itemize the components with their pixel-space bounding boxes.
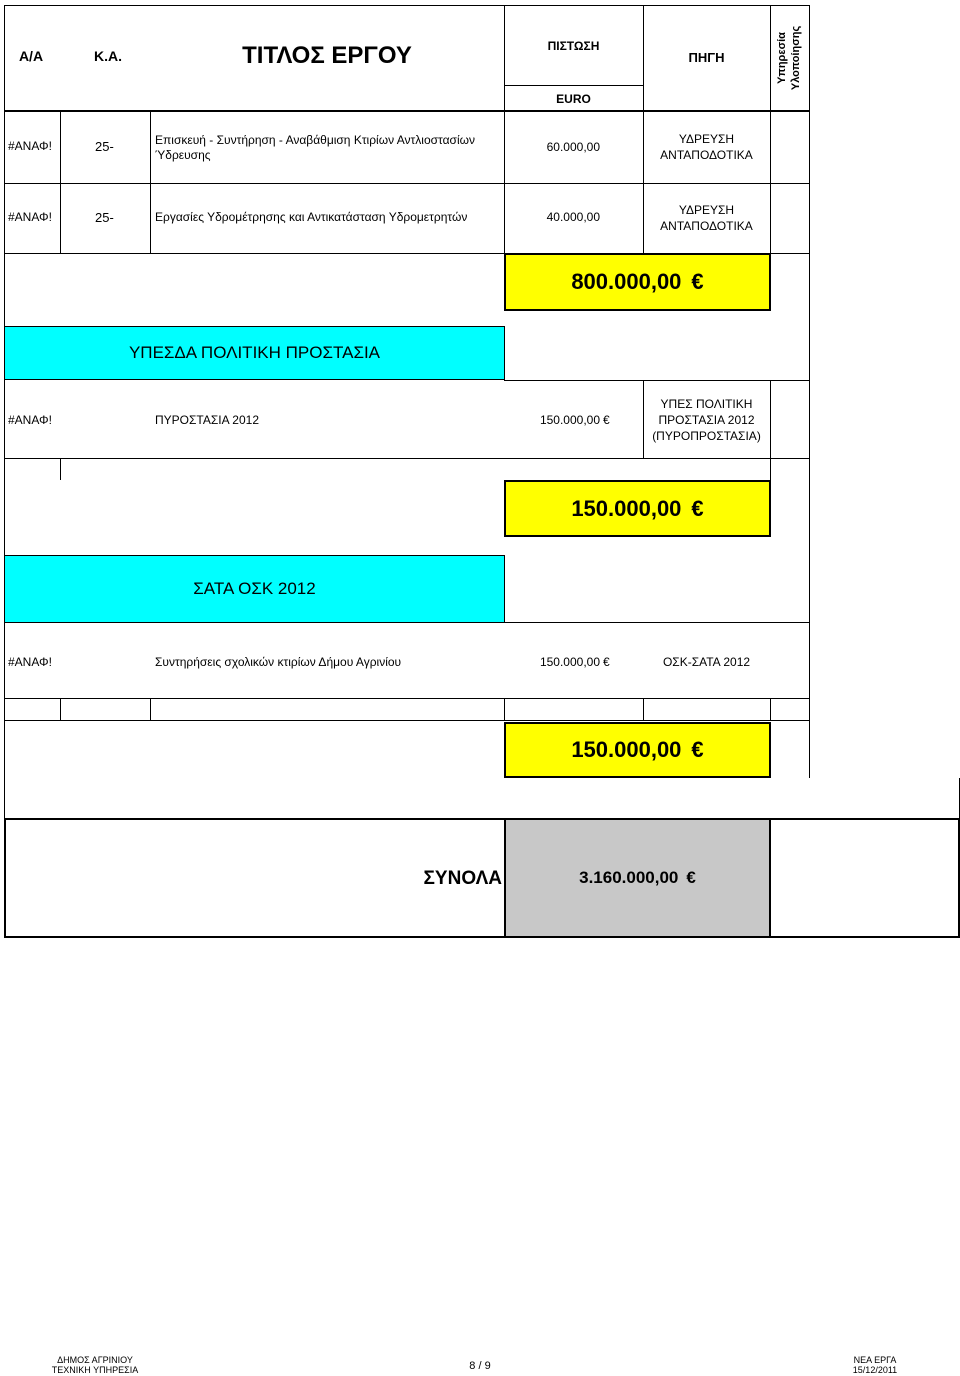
- row-source-line1: ΥΔΡΕΥΣΗ: [678, 203, 735, 217]
- euro-symbol: €: [603, 413, 610, 427]
- row-source-line2: ΑΝΤΑΠΟΔΟΤΙΚΑ: [660, 219, 753, 233]
- row-aa: #ΑΝΑΦ!: [8, 139, 52, 153]
- row-source-line2: ΠΡΟΣΤΑΣΙΑ 2012: [658, 413, 755, 427]
- row-amount: 60.000,00: [546, 140, 600, 154]
- row-amount: 150.000,00: [539, 413, 600, 427]
- header-title: ΤΙΤΛΟΣ ΕΡΓΟΥ: [242, 42, 412, 69]
- euro-symbol: €: [686, 868, 696, 887]
- footer-page-number: 8 / 9: [469, 1360, 491, 1372]
- footer-doc-line2: 15/12/2011: [852, 1365, 898, 1375]
- row-aa: #ΑΝΑΦ!: [8, 210, 52, 224]
- euro-symbol: €: [691, 495, 704, 521]
- row-amount: 150.000,00: [539, 655, 600, 669]
- summary-label: ΣΥΝΟΛΑ: [423, 868, 502, 889]
- total-amount: 150.000,00: [571, 495, 682, 521]
- row-ka: 25-: [95, 138, 114, 154]
- section-heading: ΥΠΕΣΔΑ ΠΟΛΙΤΙΚΗ ΠΡΟΣΤΑΣΙΑ: [4, 326, 505, 380]
- footer-org-line2: ΤΕΧΝΙΚΗ ΥΠΗΡΕΣΙΑ: [51, 1365, 139, 1375]
- header-aa: Α/Α: [18, 48, 44, 64]
- section-total: [504, 253, 771, 311]
- total-amount: 3.160.000,00: [579, 868, 679, 887]
- row-source: ΟΣΚ-ΣΑΤΑ 2012: [662, 655, 751, 669]
- row-source-line3: (ΠΥΡΟΠΡΟΣΤΑΣΙΑ): [652, 429, 761, 443]
- header-ka: Κ.Α.: [94, 48, 122, 64]
- row-title-line2: Ύδρευσης: [155, 148, 211, 162]
- row-source-line2: ΑΝΤΑΠΟΔΟΤΙΚΑ: [660, 148, 753, 162]
- header-source: ΠΗΓΗ: [688, 49, 725, 65]
- header-currency: EURO: [556, 92, 591, 106]
- row-title: Συντηρήσεις σχολικών κτιρίων Δήμου Αγρινίου: [155, 655, 402, 669]
- row-title: ΠΥΡΟΣΤΑΣΙΑ 2012: [155, 413, 259, 427]
- row-ka: 25-: [95, 209, 114, 225]
- euro-symbol: €: [603, 655, 610, 669]
- header-credit: ΠΙΣΤΩΣΗ: [547, 39, 600, 53]
- row-title: Εργασίες Υδρομέτρησης και Αντικατάσταση Υδρομετρητών: [155, 210, 468, 224]
- section-heading: ΣΑΤΑ ΟΣΚ 2012: [4, 555, 505, 623]
- row-title-line1: Επισκευή - Συντήρηση - Αναβάθμιση Κτιρίων Αντλιοστασίων: [155, 133, 475, 147]
- euro-symbol: €: [691, 269, 704, 294]
- section-total: [504, 480, 771, 537]
- row-aa: #ΑΝΑΦ!: [8, 413, 52, 427]
- footer-org-line1: ΔΗΜΟΣ ΑΓΡΙΝΙΟΥ: [57, 1355, 133, 1365]
- summary-total: [504, 820, 771, 936]
- row-source-line1: ΥΠΕΣ ΠΟΛΙΤΙΚΗ: [660, 397, 753, 411]
- row-aa: #ΑΝΑΦ!: [8, 655, 52, 669]
- section-total: [504, 722, 771, 778]
- row-source-line1: ΥΔΡΕΥΣΗ: [678, 132, 735, 146]
- header-service: Υπηρεσία Υλοποίησης: [776, 25, 803, 90]
- euro-symbol: €: [691, 737, 704, 762]
- row-amount: 40.000,00: [546, 210, 600, 224]
- total-amount: 800.000,00: [571, 269, 682, 294]
- footer-doc-line1: ΝΕΑ ΕΡΓΑ: [853, 1355, 897, 1365]
- total-amount: 150.000,00: [571, 737, 682, 762]
